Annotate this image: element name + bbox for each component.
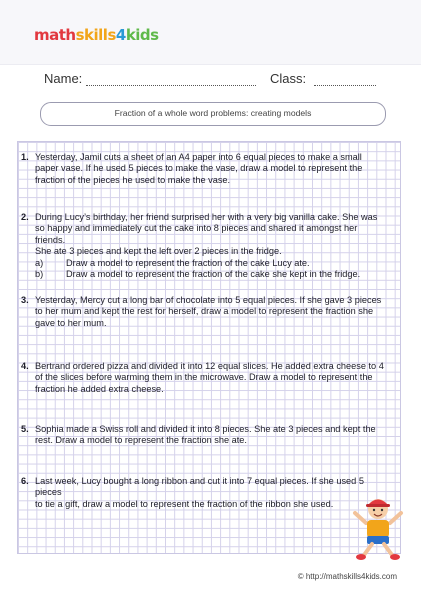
logo-part-kids: kids [125, 26, 159, 44]
question-text-line: She ate 3 pieces and kept the left over 2 pieces in the fridge. [35, 246, 282, 257]
logo-part-4: 4 [115, 26, 126, 44]
name-field[interactable] [86, 85, 256, 86]
question-text-line: to tie a gift, draw a model to represent the fraction of the ribbon she used. [35, 498, 334, 509]
cartoon-boy-jumping-icon [352, 493, 404, 563]
sub-question-b [35, 269, 386, 280]
sub-question-label: a) [35, 257, 44, 268]
question-text-line: Yesterday, Jamil cuts a sheet of an A4 paper into 6 equal pieces to make a small [35, 152, 362, 162]
question-number: 2. [21, 212, 29, 222]
name-class-row [44, 71, 375, 91]
question-5 [21, 424, 386, 447]
question-text-line: During Lucy’s birthday, her friend surprised her with a very big vanilla cake. She was [35, 212, 378, 222]
question-number: 6. [21, 476, 29, 486]
copyright-symbol: © [297, 572, 304, 581]
question-1 [21, 152, 386, 186]
question-text-line: so happy and immediately cut the cake into 8 pieces and shared it amongst her friends. [35, 223, 358, 245]
question-text-line: Last week, Lucy bought a long ribbon and cut it into 7 equal pieces. If she used 5 pieces [35, 476, 364, 498]
question-number: 4. [21, 361, 29, 371]
question-text-line: Yesterday, Mercy cut a long bar of chocolate into 5 equal pieces. If she gave 3 pieces [35, 295, 382, 305]
question-number: 5. [21, 424, 29, 434]
question-text-line: fraction of the pieces he used to make the vase. [35, 174, 231, 185]
brand-logo [34, 26, 159, 44]
footer-url[interactable]: http://mathskills4kids.com [305, 572, 397, 581]
question-text-line: Bertrand ordered pizza and divided it into 12 equal slices. He added extra cheese to 4 [35, 361, 384, 371]
name-label: Name: [44, 71, 83, 86]
question-number: 3. [21, 295, 29, 305]
sub-question-label: b) [35, 269, 44, 280]
sub-question-text: Draw a model to represent the fraction of the cake she kept in the fridge. [66, 269, 361, 280]
worksheet-title: Fraction of a whole word problems: creating models [114, 108, 312, 118]
class-field[interactable] [314, 85, 376, 86]
question-text-line: paper vase. If he used 5 pieces to make the vase, draw a model to represent the [35, 163, 363, 174]
question-text-line: to her mum and kept the rest for herself, draw a model to represent the fraction she [35, 306, 374, 317]
worksheet-title-box [40, 102, 386, 126]
sub-question-text: Draw a model to represent the fraction of the cake Lucy ate. [66, 257, 310, 268]
question-text-line: Sophia made a Swiss roll and divided it into 8 pieces. She ate 3 pieces and kept the [35, 424, 376, 434]
question-text-line: of the slices before warming them in the microwave. Draw a model to represent the [35, 372, 373, 383]
question-text-line: fraction he added extra cheese. [35, 383, 164, 394]
question-6 [21, 476, 386, 510]
class-label: Class: [270, 71, 307, 86]
question-4 [21, 361, 386, 395]
logo-part-math: math [34, 26, 76, 44]
question-number: 1. [21, 152, 29, 162]
question-text-line: rest. Draw a model to represent the fraction she ate. [35, 435, 247, 446]
logo-part-skills: skills [75, 26, 116, 44]
question-3 [21, 295, 386, 329]
footer-credit [298, 572, 397, 581]
question-2 [21, 212, 386, 280]
question-text-line: gave to her mum. [35, 317, 107, 328]
sub-question-a [35, 258, 386, 269]
